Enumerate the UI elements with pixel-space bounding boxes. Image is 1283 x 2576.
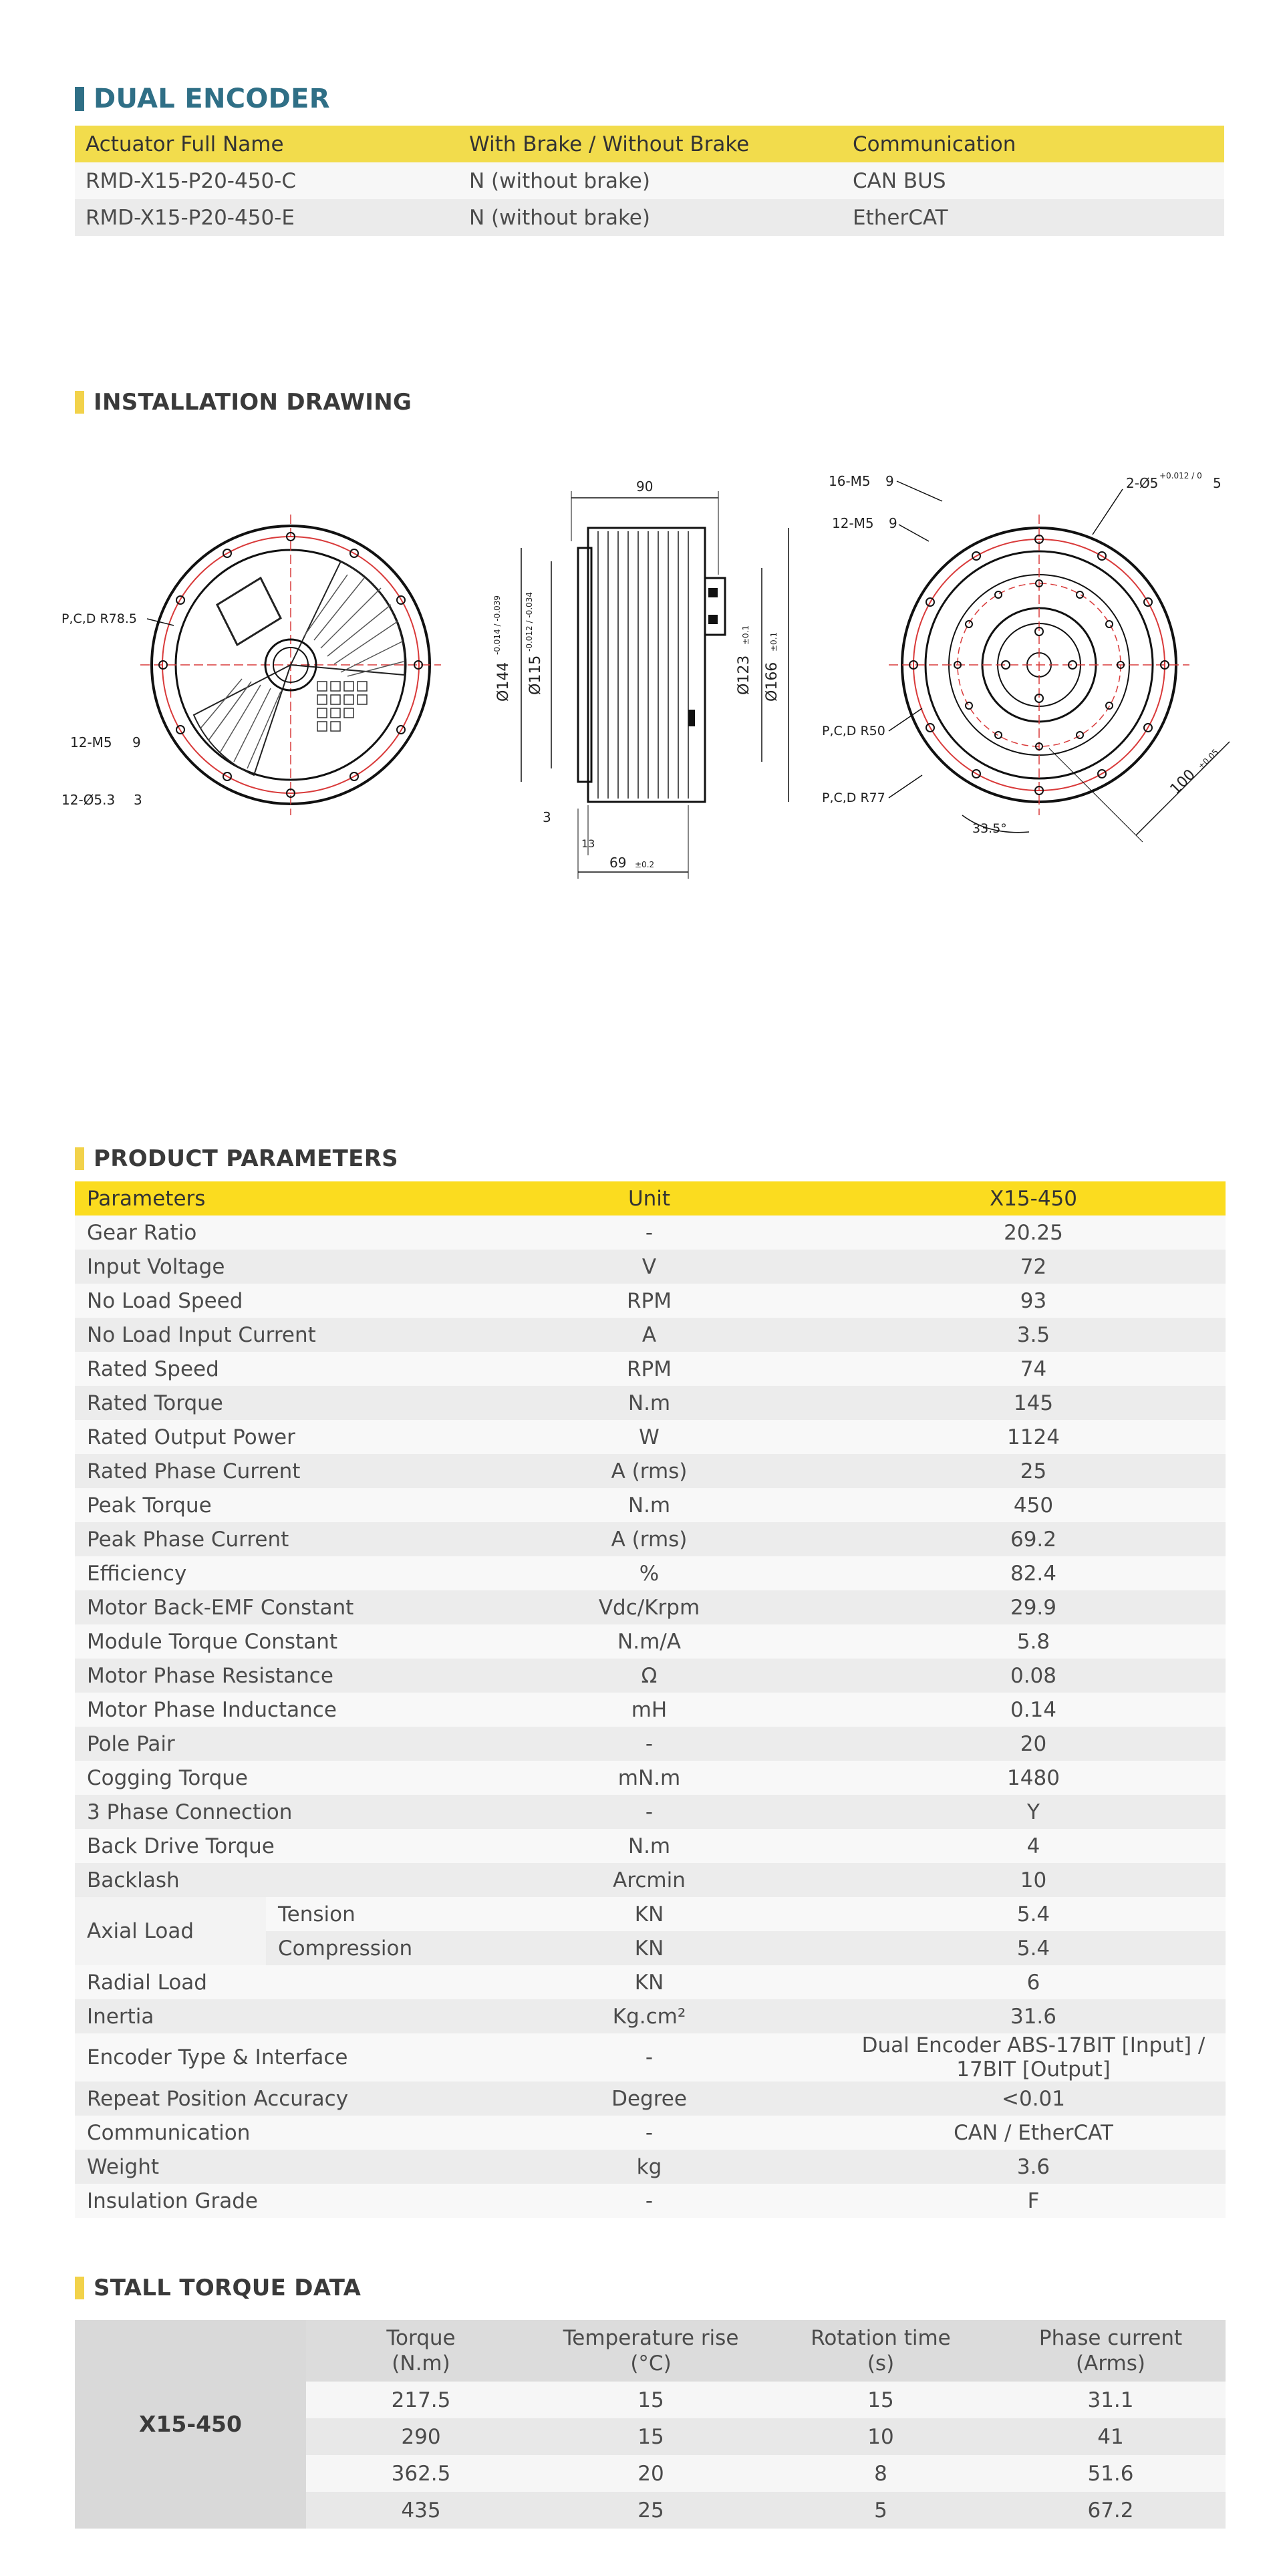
hole-right-tol: +0.012 / 0 — [1159, 471, 1202, 480]
model-cell: X15-450 — [75, 2320, 306, 2529]
table-cell: EtherCAT — [842, 199, 1224, 236]
hole-right-label: 2-Ø5 — [1126, 475, 1159, 491]
header-cell — [536, 2320, 766, 2382]
header-cell — [996, 2320, 1226, 2382]
header-unit: (Arms) — [1076, 2351, 1145, 2376]
table-cell: Weight — [75, 2150, 457, 2184]
table-header-row — [75, 1181, 1226, 1215]
hole-left-label: 12-Ø5.3 — [61, 792, 116, 808]
hole-left-depth: 3 — [134, 792, 142, 808]
table-row — [75, 1454, 1226, 1488]
table-cell: 290 — [306, 2418, 536, 2455]
table-cell: 67.2 — [996, 2492, 1226, 2529]
table-cell: Gear Ratio — [75, 1215, 457, 1250]
table-cell: Pole Pair — [75, 1727, 457, 1761]
dim-144: Ø144 — [495, 662, 512, 702]
table-cell: 5.8 — [841, 1624, 1226, 1659]
front-view — [61, 515, 441, 815]
parameters-title: PRODUCT PARAMETERS — [94, 1145, 398, 1172]
header-line: Temperature rise — [563, 2326, 739, 2350]
table-row — [75, 1829, 1226, 1863]
table-cell: 69.2 — [841, 1522, 1226, 1556]
stall-heading — [75, 2275, 361, 2301]
table-cell: N.m/A — [457, 1624, 841, 1659]
table-cell: N.m — [457, 1488, 841, 1522]
table-cell: - — [457, 1215, 841, 1250]
table-row — [75, 2033, 1226, 2082]
table-cell: 3.6 — [841, 2150, 1226, 2184]
table-cell: Ω — [457, 1659, 841, 1693]
table-cell: 15 — [766, 2382, 996, 2418]
heading-marker — [75, 391, 84, 414]
table-cell: Vdc/Krpm — [457, 1590, 841, 1624]
table-cell: Radial Load — [75, 1965, 457, 1999]
table-cell: No Load Speed — [75, 1284, 457, 1318]
table-cell: RMD-X15-P20-450-C — [75, 162, 458, 199]
table-cell: 0.14 — [841, 1693, 1226, 1727]
table-cell: No Load Input Current — [75, 1318, 457, 1352]
m5-16-label: 16-M5 — [829, 473, 871, 489]
table-header-row — [75, 2320, 1226, 2382]
tol-115: -0.012 / -0.034 — [525, 591, 534, 652]
table-cell: 51.6 — [996, 2455, 1226, 2492]
table-cell: RPM — [457, 1284, 841, 1318]
header-unit: (°C) — [630, 2351, 672, 2376]
header-cell: Unit — [457, 1181, 841, 1215]
table-cell: Tension — [266, 1897, 457, 1931]
table-cell: Backlash — [75, 1863, 457, 1897]
header-cell — [306, 2320, 536, 2382]
table-cell: A (rms) — [457, 1454, 841, 1488]
header-cell: X15-450 — [841, 1181, 1226, 1215]
heading-marker — [75, 1147, 84, 1170]
table-cell: 31.1 — [996, 2382, 1226, 2418]
table-cell: Arcmin — [457, 1863, 841, 1897]
table-cell: 4 — [841, 1829, 1226, 1863]
m5-left-depth: 9 — [132, 734, 141, 750]
table-cell: Back Drive Torque — [75, 1829, 457, 1863]
table-cell: 1480 — [841, 1761, 1226, 1795]
table-row — [75, 1352, 1226, 1386]
parameters-table — [75, 1181, 1226, 2218]
table-cell: 20.25 — [841, 1215, 1226, 1250]
header-unit: (N.m) — [392, 2351, 450, 2376]
table-cell: Peak Torque — [75, 1488, 457, 1522]
pcd-r785-label: P,C,D R78.5 — [61, 611, 137, 626]
dim-100: 100 — [1167, 766, 1199, 799]
tol-166: ±0.1 — [769, 631, 778, 652]
tol-144: -0.014 / -0.039 — [492, 595, 502, 655]
table-cell: 10 — [766, 2418, 996, 2455]
table-row — [75, 162, 1224, 199]
table-cell: - — [457, 2184, 841, 2218]
parameters-heading — [75, 1145, 398, 1172]
table-cell: RMD-X15-P20-450-E — [75, 199, 458, 236]
table-cell: Input Voltage — [75, 1250, 457, 1284]
header-unit: (s) — [867, 2351, 895, 2376]
tol-69: ±0.2 — [635, 860, 655, 869]
dim-13: 13 — [581, 837, 595, 850]
tol-123: ±0.1 — [741, 625, 750, 645]
table-cell: N (without brake) — [458, 162, 842, 199]
table-cell: Rated Output Power — [75, 1420, 457, 1454]
axial-load-cell: Axial Load — [75, 1897, 266, 1965]
table-cell: - — [457, 1727, 841, 1761]
table-cell: 5 — [766, 2492, 996, 2529]
pcd-r77-label: P,C,D R77 — [822, 791, 885, 805]
header-cell: Actuator Full Name — [75, 126, 458, 162]
table-cell: 41 — [996, 2418, 1226, 2455]
table-cell: Degree — [457, 2082, 841, 2116]
dim-123: Ø123 — [736, 655, 752, 695]
table-cell: N.m — [457, 1829, 841, 1863]
table-cell: Rated Phase Current — [75, 1454, 457, 1488]
table-cell: Insulation Grade — [75, 2184, 457, 2218]
table-row — [75, 1761, 1226, 1795]
table-cell: - — [457, 2116, 841, 2150]
hole-right-depth: 5 — [1213, 475, 1222, 491]
table-cell: KN — [457, 1931, 841, 1965]
table-cell: N.m — [457, 1386, 841, 1420]
table-cell: A (rms) — [457, 1522, 841, 1556]
stall-title: STALL TORQUE DATA — [94, 2275, 362, 2301]
table-row — [75, 1590, 1226, 1624]
table-row — [75, 1386, 1226, 1420]
table-cell: Motor Back-EMF Constant — [75, 1590, 457, 1624]
angle-label: 33.5° — [972, 821, 1007, 836]
table-cell: 450 — [841, 1488, 1226, 1522]
table-cell: Inertia — [75, 1999, 457, 2033]
header-cell: Parameters — [75, 1181, 457, 1215]
table-cell: 72 — [841, 1250, 1226, 1284]
table-cell: 8 — [766, 2455, 996, 2492]
table-cell: 25 — [841, 1454, 1226, 1488]
table-cell: KN — [457, 1897, 841, 1931]
table-cell: F — [841, 2184, 1226, 2218]
table-cell: Dual Encoder ABS-17BIT [Input] / 17BIT [Output] — [841, 2033, 1226, 2082]
table-cell: 217.5 — [306, 2382, 536, 2418]
table-row — [75, 1522, 1226, 1556]
dim-166: Ø166 — [764, 662, 780, 702]
table-cell: 3 Phase Connection — [75, 1795, 457, 1829]
table-cell: 20 — [536, 2455, 766, 2492]
m5-12-depth: 9 — [889, 515, 897, 531]
table-cell: CAN BUS — [842, 162, 1224, 199]
table-cell: 5.4 — [841, 1897, 1226, 1931]
header-cell: Communication — [842, 126, 1224, 162]
table-cell: - — [457, 2033, 841, 2082]
table-cell: Y — [841, 1795, 1226, 1829]
heading-marker — [75, 87, 84, 111]
table-cell: Module Torque Constant — [75, 1624, 457, 1659]
table-cell: 0.08 — [841, 1659, 1226, 1693]
pcd-r50-label: P,C,D R50 — [822, 724, 885, 738]
table-header-row — [75, 126, 1224, 162]
table-row — [75, 1863, 1226, 1897]
table-cell: W — [457, 1420, 841, 1454]
table-cell: V — [457, 1250, 841, 1284]
table-row — [75, 1284, 1226, 1318]
table-cell: 10 — [841, 1863, 1226, 1897]
table-cell: % — [457, 1556, 841, 1590]
table-cell: kg — [457, 2150, 841, 2184]
table-row — [75, 1795, 1226, 1829]
table-row — [75, 1659, 1226, 1693]
table-cell: A — [457, 1318, 841, 1352]
table-row — [75, 1318, 1226, 1352]
table-cell: N (without brake) — [458, 199, 842, 236]
table-cell: 15 — [536, 2382, 766, 2418]
table-row — [75, 1693, 1226, 1727]
table-row — [75, 1897, 1226, 1931]
table-row — [75, 1556, 1226, 1590]
table-cell: Motor Phase Resistance — [75, 1659, 457, 1693]
table-cell: Peak Phase Current — [75, 1522, 457, 1556]
table-cell: Motor Phase Inductance — [75, 1693, 457, 1727]
table-cell: Efficiency — [75, 1556, 457, 1590]
table-cell: 435 — [306, 2492, 536, 2529]
table-row — [75, 2184, 1226, 2218]
table-row — [75, 199, 1224, 236]
table-cell: 93 — [841, 1284, 1226, 1318]
table-row — [75, 1250, 1226, 1284]
table-cell: KN — [457, 1965, 841, 1999]
table-cell: Repeat Position Accuracy — [75, 2082, 457, 2116]
table-cell: 31.6 — [841, 1999, 1226, 2033]
table-cell: 5.4 — [841, 1931, 1226, 1965]
table-row — [75, 1488, 1226, 1522]
header-cell — [766, 2320, 996, 2382]
table-cell: 74 — [841, 1352, 1226, 1386]
header-line: Rotation time — [811, 2326, 951, 2350]
table-row — [75, 1624, 1226, 1659]
header-cell: With Brake / Without Brake — [458, 126, 842, 162]
table-cell: 29.9 — [841, 1590, 1226, 1624]
table-row — [75, 1420, 1226, 1454]
table-row — [75, 1727, 1226, 1761]
installation-title: INSTALLATION DRAWING — [94, 389, 412, 416]
installation-drawing — [53, 461, 1243, 902]
table-cell: Rated Speed — [75, 1352, 457, 1386]
dim-115: Ø115 — [527, 655, 544, 695]
table-cell: Encoder Type & Interface — [75, 2033, 457, 2082]
table-row — [75, 2082, 1226, 2116]
table-cell: Cogging Torque — [75, 1761, 457, 1795]
installation-heading — [75, 389, 412, 416]
table-cell: mH — [457, 1693, 841, 1727]
header-line: Torque — [386, 2326, 456, 2350]
heading-marker — [75, 2277, 84, 2299]
m5-left-label: 12-M5 — [70, 734, 112, 750]
table-cell: CAN / EtherCAT — [841, 2116, 1226, 2150]
table-cell: 6 — [841, 1965, 1226, 1999]
dual-encoder-heading — [75, 86, 330, 112]
dim-90: 90 — [636, 478, 654, 494]
tol-100: ±0.05 — [1196, 747, 1221, 772]
dual-encoder-table — [75, 126, 1224, 236]
stall-torque-table — [75, 2320, 1226, 2529]
table-cell: Compression — [266, 1931, 457, 1965]
table-cell: 25 — [536, 2492, 766, 2529]
table-row — [75, 1215, 1226, 1250]
table-cell: Kg.cm² — [457, 1999, 841, 2033]
table-cell: RPM — [457, 1352, 841, 1386]
table-row — [75, 1999, 1226, 2033]
table-cell: mN.m — [457, 1761, 841, 1795]
rear-view — [822, 471, 1230, 842]
table-cell: 145 — [841, 1386, 1226, 1420]
table-cell: 3.5 — [841, 1318, 1226, 1352]
m5-16-depth: 9 — [885, 473, 894, 489]
dim-3: 3 — [543, 809, 551, 825]
table-cell: 1124 — [841, 1420, 1226, 1454]
table-row — [75, 2116, 1226, 2150]
table-row — [75, 1965, 1226, 1999]
table-row — [75, 2150, 1226, 2184]
table-cell: Communication — [75, 2116, 457, 2150]
m5-12-label: 12-M5 — [832, 515, 874, 531]
table-cell: 15 — [536, 2418, 766, 2455]
table-cell: 82.4 — [841, 1556, 1226, 1590]
header-line: Phase current — [1038, 2326, 1183, 2350]
table-cell: 362.5 — [306, 2455, 536, 2492]
side-view — [492, 478, 789, 879]
table-cell: Rated Torque — [75, 1386, 457, 1420]
table-cell: - — [457, 1795, 841, 1829]
table-cell: <0.01 — [841, 2082, 1226, 2116]
dual-encoder-title: DUAL ENCODER — [94, 84, 330, 114]
dim-69: 69 — [609, 855, 627, 871]
table-cell: 20 — [841, 1727, 1226, 1761]
